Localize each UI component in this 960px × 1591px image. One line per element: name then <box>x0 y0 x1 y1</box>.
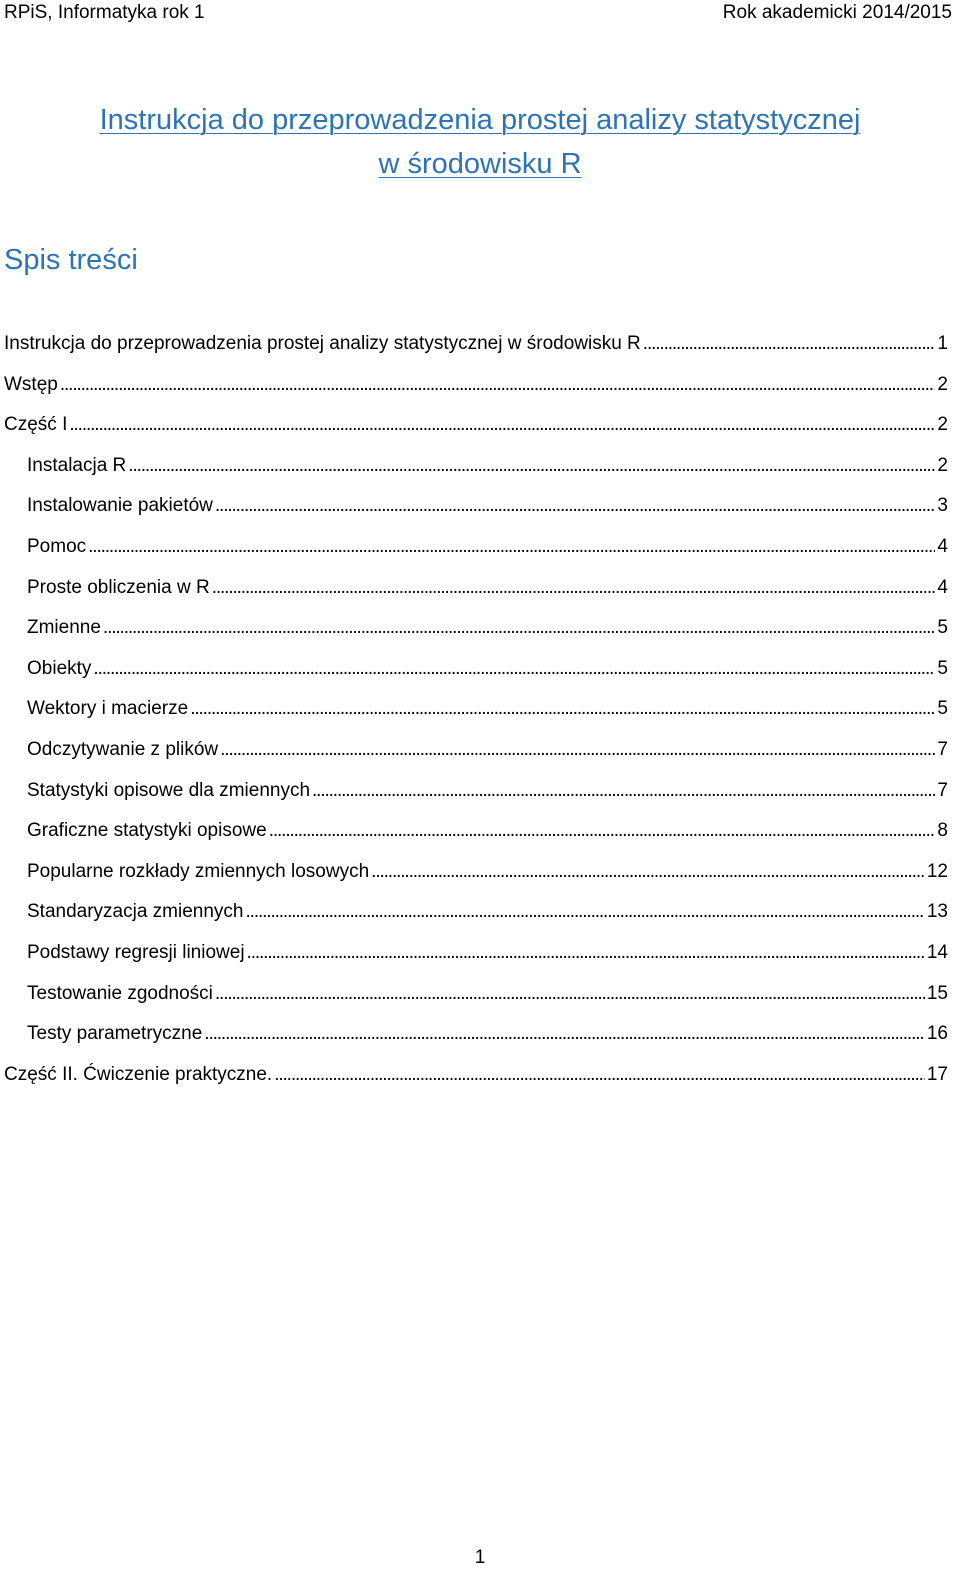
toc-entry-title: Obiekty <box>27 657 92 679</box>
page-header <box>4 0 952 26</box>
toc-entry[interactable] <box>4 1018 948 1059</box>
toc-entry[interactable] <box>4 409 948 450</box>
toc-dot-leader <box>269 815 936 847</box>
toc-entry-page-number: 12 <box>926 860 948 882</box>
toc-entry-page-number: 2 <box>937 454 948 476</box>
toc-entry-page-number: 7 <box>937 779 948 801</box>
toc-dot-leader <box>643 328 936 360</box>
toc-entry-page-number: 5 <box>937 617 948 639</box>
toc-entry[interactable] <box>4 328 948 369</box>
toc-entry[interactable] <box>4 978 948 1019</box>
toc-dot-leader <box>128 450 935 482</box>
toc-entry[interactable] <box>4 815 948 856</box>
toc-dot-leader <box>246 896 925 928</box>
document-title-line-1: Instrukcja do przeprowadzenia prostej analizy statystycznej <box>99 104 861 136</box>
toc-entry[interactable] <box>4 775 948 816</box>
toc-entry[interactable] <box>4 490 948 531</box>
toc-dot-leader <box>69 409 935 441</box>
toc-dot-leader <box>212 572 936 604</box>
toc-dot-leader <box>371 856 925 888</box>
toc-dot-leader <box>215 978 925 1010</box>
toc-entry-page-number: 2 <box>937 414 948 436</box>
toc-entry-title: Instrukcja do przeprowadzenia prostej analizy statystycznej w środowisku R <box>4 333 641 354</box>
header-course-label: RPiS, Informatyka rok 1 <box>4 2 205 23</box>
toc-dot-leader <box>190 693 935 725</box>
toc-entry-title: Część I <box>4 414 68 436</box>
toc-entry[interactable] <box>4 734 948 775</box>
toc-entry-page-number: 1 <box>937 333 948 354</box>
toc-heading: Spis treści <box>4 244 138 276</box>
toc-entry[interactable] <box>4 531 948 572</box>
toc-entry-page-number: 7 <box>937 738 948 760</box>
toc-dot-leader <box>204 1018 925 1050</box>
toc-dot-leader <box>220 734 935 766</box>
toc-dot-leader <box>215 490 936 522</box>
toc-entry-page-number: 17 <box>926 1063 948 1085</box>
toc-entry-title: Testy parametryczne <box>27 1023 203 1045</box>
header-academic-year: Rok akademicki 2014/2015 <box>722 2 952 23</box>
document-title-line-2: w środowisku R <box>378 148 582 180</box>
toc-entry-page-number: 5 <box>937 698 948 720</box>
toc-entry[interactable] <box>4 937 948 978</box>
toc-dot-leader <box>274 1059 925 1091</box>
toc-dot-leader <box>103 612 936 644</box>
toc-entry-title: Statystyki opisowe dla zmiennych <box>27 779 311 801</box>
toc-entry[interactable] <box>4 572 948 613</box>
toc-entry-title: Instalacja R <box>27 454 127 476</box>
toc-entry[interactable] <box>4 693 948 734</box>
toc-entry[interactable] <box>4 450 948 491</box>
toc-entry[interactable] <box>4 653 948 694</box>
toc-entry-title: Standaryzacja zmiennych <box>27 901 244 923</box>
toc-dot-leader <box>312 775 935 807</box>
toc-entry-page-number: 3 <box>937 495 948 517</box>
toc-entry[interactable] <box>4 1059 948 1100</box>
toc-entry-title: Proste obliczenia w R <box>27 576 210 598</box>
toc-entry-title: Graficzne statystyki opisowe <box>27 820 267 842</box>
toc-entry-page-number: 13 <box>926 901 948 923</box>
toc-entry-page-number: 14 <box>926 941 948 963</box>
toc-entry-title: Odczytywanie z plików <box>27 738 219 760</box>
toc-entry-title: Wektory i macierze <box>27 698 189 720</box>
toc-entry-title: Testowanie zgodności <box>27 982 213 1004</box>
toc-entry-title: Wstęp <box>4 373 58 395</box>
toc-entry-page-number: 4 <box>937 535 948 557</box>
toc-dot-leader <box>88 531 935 563</box>
toc-entry-title: Pomoc <box>27 535 87 557</box>
toc-entry-title: Popularne rozkłady zmiennych losowych <box>27 860 370 882</box>
toc-entry-page-number: 15 <box>926 982 948 1004</box>
toc-entry-title: Część II. Ćwiczenie praktyczne. <box>4 1063 273 1085</box>
toc-entry-page-number: 8 <box>937 820 948 842</box>
toc-entry-title: Zmienne <box>27 617 101 639</box>
toc-dot-leader <box>60 369 936 401</box>
toc-entry[interactable] <box>4 896 948 937</box>
toc-entry-title: Podstawy regresji liniowej <box>27 941 245 963</box>
toc-entry[interactable] <box>4 856 948 897</box>
document-title <box>0 98 960 186</box>
toc-entry-page-number: 2 <box>937 373 948 395</box>
toc-dot-leader <box>93 653 935 685</box>
toc-entry-page-number: 16 <box>926 1023 948 1045</box>
toc-entry[interactable] <box>4 369 948 410</box>
toc-dot-leader <box>247 937 925 969</box>
toc-entry-page-number: 4 <box>937 576 948 598</box>
toc-entry[interactable] <box>4 612 948 653</box>
toc-entry-page-number: 5 <box>937 657 948 679</box>
page-number: 1 <box>474 1547 486 1568</box>
table-of-contents <box>4 328 948 1099</box>
toc-entry-title: Instalowanie pakietów <box>27 495 213 517</box>
